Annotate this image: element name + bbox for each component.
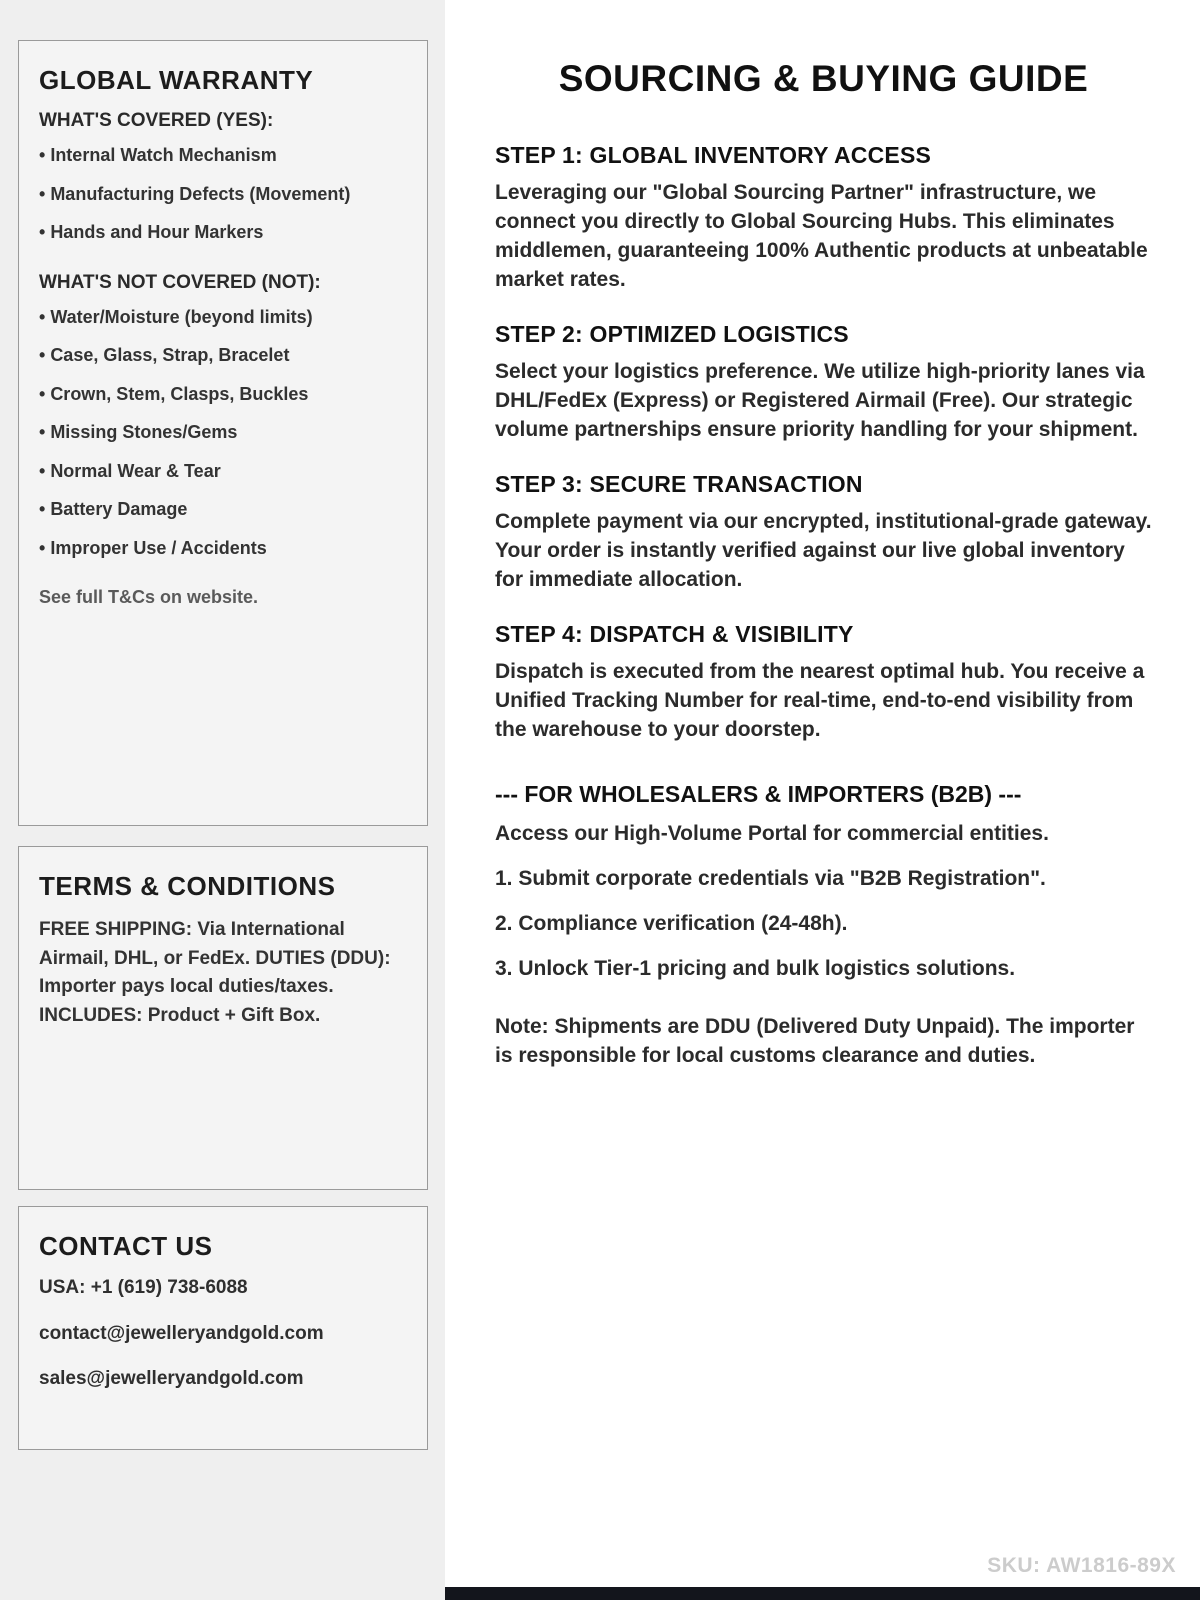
sku-label: SKU: AW1816-89X (987, 1554, 1176, 1577)
warranty-box (18, 40, 428, 826)
b2b-heading: --- FOR WHOLESALERS & IMPORTERS (B2B) --- (495, 780, 1022, 807)
b2b-note: Note: Shipments are DDU (Delivered Duty Unpaid). The importer is responsible for local customs clearance and duties. (495, 1015, 1135, 1068)
list-item: • Hands and Hour Markers (39, 221, 407, 244)
warranty-footnote: See full T&Cs on website. (39, 587, 259, 607)
list-item: • Normal Wear & Tear (39, 460, 407, 483)
contact-phone: USA: +1 (619) 738-6088 (39, 1277, 248, 1298)
not-covered-list (39, 306, 407, 560)
section-heading: STEP 3: SECURE TRANSACTION (495, 470, 863, 497)
contact-box (18, 1206, 428, 1450)
b2b-section (495, 781, 1152, 1072)
section-step-2 (495, 321, 1152, 445)
list-item: • Improper Use / Accidents (39, 537, 407, 560)
contact-email-primary: contact@jewelleryandgold.com (39, 1322, 324, 1344)
terms-body: FREE SHIPPING: Via International Airmail, DHL, or FedEx. DUTIES (DDU): Importer pays local duties/taxes. INCLUDES: Product + Gift Box. (39, 919, 391, 1026)
list-item: • Case, Glass, Strap, Bracelet (39, 344, 407, 367)
list-item: • Internal Watch Mechanism (39, 144, 407, 167)
b2b-step: 2. Compliance verification (24-48h). (495, 911, 848, 935)
bottom-bar (445, 1587, 1200, 1600)
warranty-title: GLOBAL WARRANTY (39, 65, 314, 95)
list-item: • Battery Damage (39, 498, 407, 521)
section-body: Leveraging our "Global Sourcing Partner" infrastructure, we connect you directly to Global Sourcing Hubs. This eliminates middlemen, guaranteeing 100% Authentic products at unbeatable market rates. (495, 181, 1148, 291)
contact-email-sales: sales@jewelleryandgold.com (39, 1368, 304, 1390)
section-heading: STEP 2: OPTIMIZED LOGISTICS (495, 320, 849, 347)
contact-title: CONTACT US (39, 1231, 213, 1261)
section-step-1 (495, 142, 1152, 295)
page-title: SOURCING & BUYING GUIDE (558, 58, 1089, 99)
b2b-intro: Access our High-Volume Portal for commercial entities. (495, 821, 1049, 845)
section-step-3 (495, 471, 1152, 595)
terms-title: TERMS & CONDITIONS (39, 871, 336, 901)
section-body: Dispatch is executed from the nearest optimal hub. You receive a Unified Tracking Number for real-time, end-to-end visibility from the warehouse to your doorstep. (495, 659, 1145, 741)
section-body: Complete payment via our encrypted, institutional-grade gateway. Your order is instantly verified against our live global inventory for immediate allocation. (495, 509, 1152, 591)
b2b-step: 3. Unlock Tier-1 pricing and bulk logistics solutions. (495, 956, 1016, 980)
covered-subtitle: WHAT'S COVERED (YES): (39, 110, 274, 131)
sidebar (0, 0, 445, 1600)
section-heading: STEP 1: GLOBAL INVENTORY ACCESS (495, 142, 932, 168)
list-item: • Manufacturing Defects (Movement) (39, 183, 407, 206)
covered-list (39, 144, 407, 244)
not-covered-subtitle: WHAT'S NOT COVERED (NOT): (39, 271, 321, 293)
main-content (445, 0, 1200, 1600)
section-body: Select your logistics preference. We utilize high-priority lanes via DHL/FedEx (Express) or Registered Airmail (Free). Our strategic volume partnerships ensure priority handling for your shipment. (495, 359, 1145, 441)
list-item: • Missing Stones/Gems (39, 421, 407, 444)
section-step-4 (495, 621, 1152, 745)
section-heading: STEP 4: DISPATCH & VISIBILITY (495, 620, 854, 647)
list-item: • Crown, Stem, Clasps, Buckles (39, 383, 407, 406)
terms-box (18, 846, 428, 1190)
list-item: • Water/Moisture (beyond limits) (39, 306, 407, 329)
b2b-step: 1. Submit corporate credentials via "B2B Registration". (495, 866, 1046, 890)
